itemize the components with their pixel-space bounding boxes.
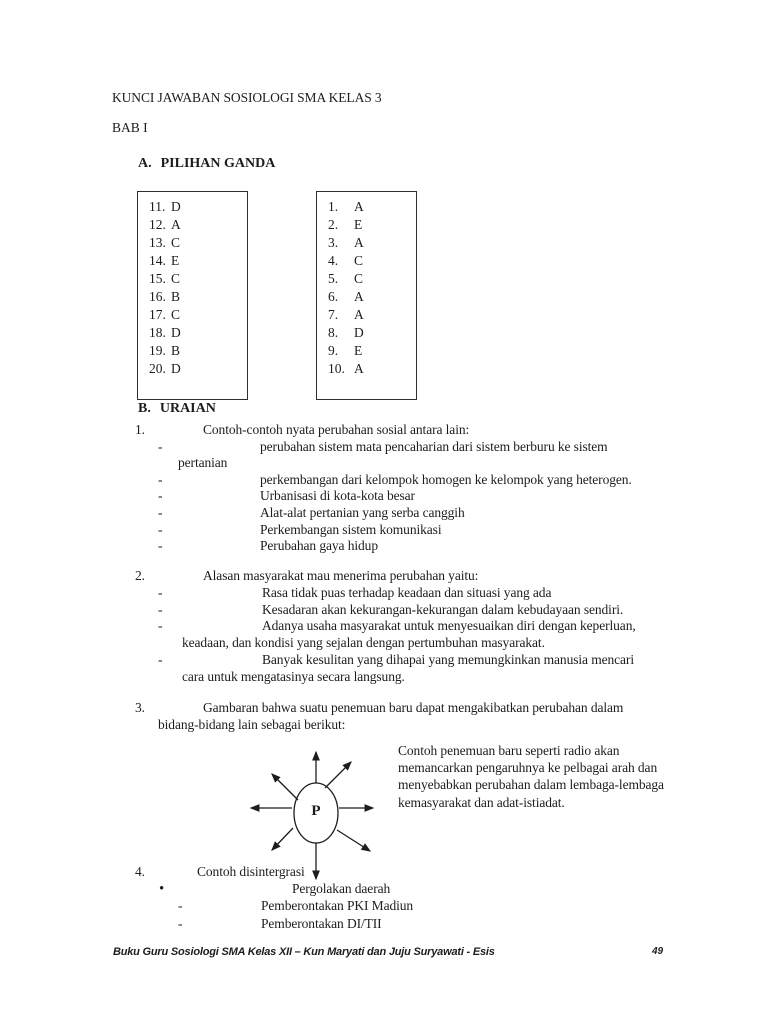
sub-item-text: bidang-bidang lain sebagai berikut:	[158, 716, 346, 732]
footer-page-number: 49	[652, 946, 664, 957]
section-a-title: PILIHAN GANDA	[160, 156, 276, 171]
answer-number: 19.	[149, 343, 166, 358]
diagram-caption	[398, 742, 698, 811]
item-number: 4.	[135, 864, 145, 879]
sub-item-text: Perkembangan sistem komunikasi	[260, 521, 442, 537]
answer-letter: D	[354, 325, 364, 340]
sub-item-text: keadaan, dan kondisi yang sejalan dengan pertumbuhan masyarakat.	[182, 635, 545, 651]
answer-row	[149, 324, 247, 342]
answer-row	[149, 198, 247, 216]
answer-row	[328, 198, 416, 216]
answer-row	[328, 324, 416, 342]
item-number: 1.	[135, 422, 145, 437]
dash-marker: -	[158, 438, 163, 454]
answer-letter: E	[354, 217, 363, 232]
sub-item-text: perubahan sistem mata pencaharian dari sistem berburu ke sistem	[260, 438, 608, 454]
answer-row	[149, 234, 247, 252]
answer-letter: B	[171, 343, 181, 358]
answer-row	[149, 360, 247, 378]
sub-item-text: Perubahan gaya hidup	[260, 538, 378, 554]
answer-number: 3.	[328, 235, 339, 250]
caption-line: menyebabkan perubahan dalam lembaga-lembaga	[398, 777, 664, 793]
answer-letter: A	[354, 199, 364, 214]
answer-number: 20.	[149, 361, 166, 376]
answer-number: 14.	[149, 253, 166, 268]
caption-line: memancarkan pengaruhnya ke pelbagai arah dan	[398, 760, 658, 776]
answer-number: 8.	[328, 325, 339, 340]
answer-number: 7.	[328, 307, 339, 322]
sub-item-text: Kesadaran akan kekurangan-kekurangan dalam kebudayaan sendiri.	[262, 601, 624, 617]
sub-item-text: perkembangan dari kelompok homogen ke kelompok yang heterogen.	[260, 471, 632, 487]
answer-number: 18.	[149, 325, 166, 340]
answer-letter: A	[354, 307, 364, 322]
dash-marker: -	[158, 651, 163, 667]
answer-row	[149, 252, 247, 270]
answer-letter: C	[171, 235, 181, 250]
item-lead-text: Alasan masyarakat mau menerima perubahan yaitu:	[203, 568, 479, 583]
item-lead-text: Contoh-contoh nyata perubahan sosial antara lain:	[203, 422, 470, 437]
answer-letter: E	[171, 253, 180, 268]
answer-letter: C	[354, 271, 364, 286]
sub-item-text: Banyak kesulitan yang dihapai yang memungkinkan manusia mencari	[262, 651, 634, 667]
section-a-heading	[138, 156, 275, 172]
sub-item-text: Pemberontakan DI/TII	[261, 915, 382, 931]
sub-item-text: cara untuk mengatasinya secara langsung.	[182, 668, 405, 684]
answer-letter: D	[171, 325, 181, 340]
answer-row	[149, 270, 247, 288]
dash-marker: -	[158, 584, 163, 600]
dash-marker: -	[178, 898, 183, 914]
answer-number: 11.	[149, 199, 166, 214]
answer-letter: A	[171, 217, 181, 232]
answer-number: 10.	[328, 361, 345, 376]
answer-row	[328, 216, 416, 234]
dash-marker: -	[158, 504, 163, 520]
answer-row	[149, 216, 247, 234]
item-number: 3.	[135, 700, 145, 715]
sub-item-text: Alat-alat pertanian yang serba canggih	[260, 504, 465, 520]
answer-letter: A	[354, 361, 364, 376]
answer-row	[328, 270, 416, 288]
dash-marker: -	[158, 601, 163, 617]
answer-number: 17.	[149, 307, 166, 322]
uraian-item-2	[0, 568, 768, 686]
answer-letter: C	[354, 253, 364, 268]
answer-number: 12.	[149, 217, 166, 232]
dash-marker: -	[158, 521, 163, 537]
dash-marker: -	[158, 488, 163, 504]
sub-item-text: Urbanisasi di kota-kota besar	[260, 488, 415, 504]
answer-number: 2.	[328, 217, 339, 232]
answer-number: 1.	[328, 199, 339, 214]
answer-number: 4.	[328, 253, 339, 268]
section-b-letter: B.	[138, 401, 151, 416]
answer-row	[149, 288, 247, 306]
sub-item-text: Pergolakan daerah	[292, 881, 391, 897]
diagram-circle-label: P	[311, 803, 321, 819]
answer-number: 6.	[328, 289, 339, 304]
section-b-heading	[138, 401, 216, 417]
answer-letter: C	[171, 307, 181, 322]
answer-row	[328, 234, 416, 252]
answer-letter: D	[171, 361, 181, 376]
sub-item-text: Pemberontakan PKI Madiun	[261, 898, 414, 914]
answer-row	[328, 288, 416, 306]
footer-book-title: Buku Guru Sosiologi SMA Kelas XII – Kun Maryati dan Juju Suryawati - Esis	[113, 946, 495, 958]
answer-row	[328, 252, 416, 270]
answer-row	[149, 306, 247, 324]
answer-letter: E	[354, 343, 363, 358]
answer-row	[328, 342, 416, 360]
answer-letter: C	[171, 271, 181, 286]
sub-item-text: pertanian	[178, 455, 228, 471]
answer-number: 15.	[149, 271, 166, 286]
dash-marker: -	[178, 915, 183, 931]
answer-number: 9.	[328, 343, 339, 358]
page-title: KUNCI JAWABAN SOSIOLOGI SMA KELAS 3	[112, 90, 382, 105]
dash-marker: -	[158, 538, 163, 554]
caption-line: kemasyarakat dan adat-istiadat.	[398, 794, 565, 810]
answer-number: 5.	[328, 271, 339, 286]
answer-row	[328, 306, 416, 324]
answers-box-left	[137, 191, 248, 400]
uraian-item-1	[0, 422, 768, 555]
answer-row	[328, 360, 416, 378]
dash-marker: -	[158, 471, 163, 487]
sub-item-text: Rasa tidak puas terhadap keadaan dan situasi yang ada	[262, 584, 552, 600]
item-lead-text: Contoh disintergrasi	[197, 864, 305, 879]
answers-box-right	[316, 191, 417, 400]
bullet-marker: •	[159, 881, 165, 898]
sub-item-text: Adanya usaha masyarakat untuk menyesuaikan diri dengan keperluan,	[262, 618, 636, 634]
answer-letter: B	[171, 289, 181, 304]
uraian-item-3	[0, 700, 768, 733]
answer-letter: D	[171, 199, 181, 214]
item-lead-text: Gambaran bahwa suatu penemuan baru dapat mengakibatkan perubahan dalam	[203, 700, 624, 715]
section-a-letter: A.	[138, 156, 152, 171]
answer-number: 13.	[149, 235, 166, 250]
answer-number: 16.	[149, 289, 166, 304]
chapter-heading: BAB I	[112, 120, 148, 135]
section-b-title: URAIAN	[159, 401, 216, 416]
uraian-item-4	[0, 864, 768, 933]
dash-marker: -	[158, 618, 163, 634]
answer-letter: A	[354, 235, 364, 250]
answer-letter: A	[354, 289, 364, 304]
caption-line: Contoh penemuan baru seperti radio akan	[398, 743, 620, 758]
answer-row	[149, 342, 247, 360]
item-number: 2.	[135, 568, 145, 583]
